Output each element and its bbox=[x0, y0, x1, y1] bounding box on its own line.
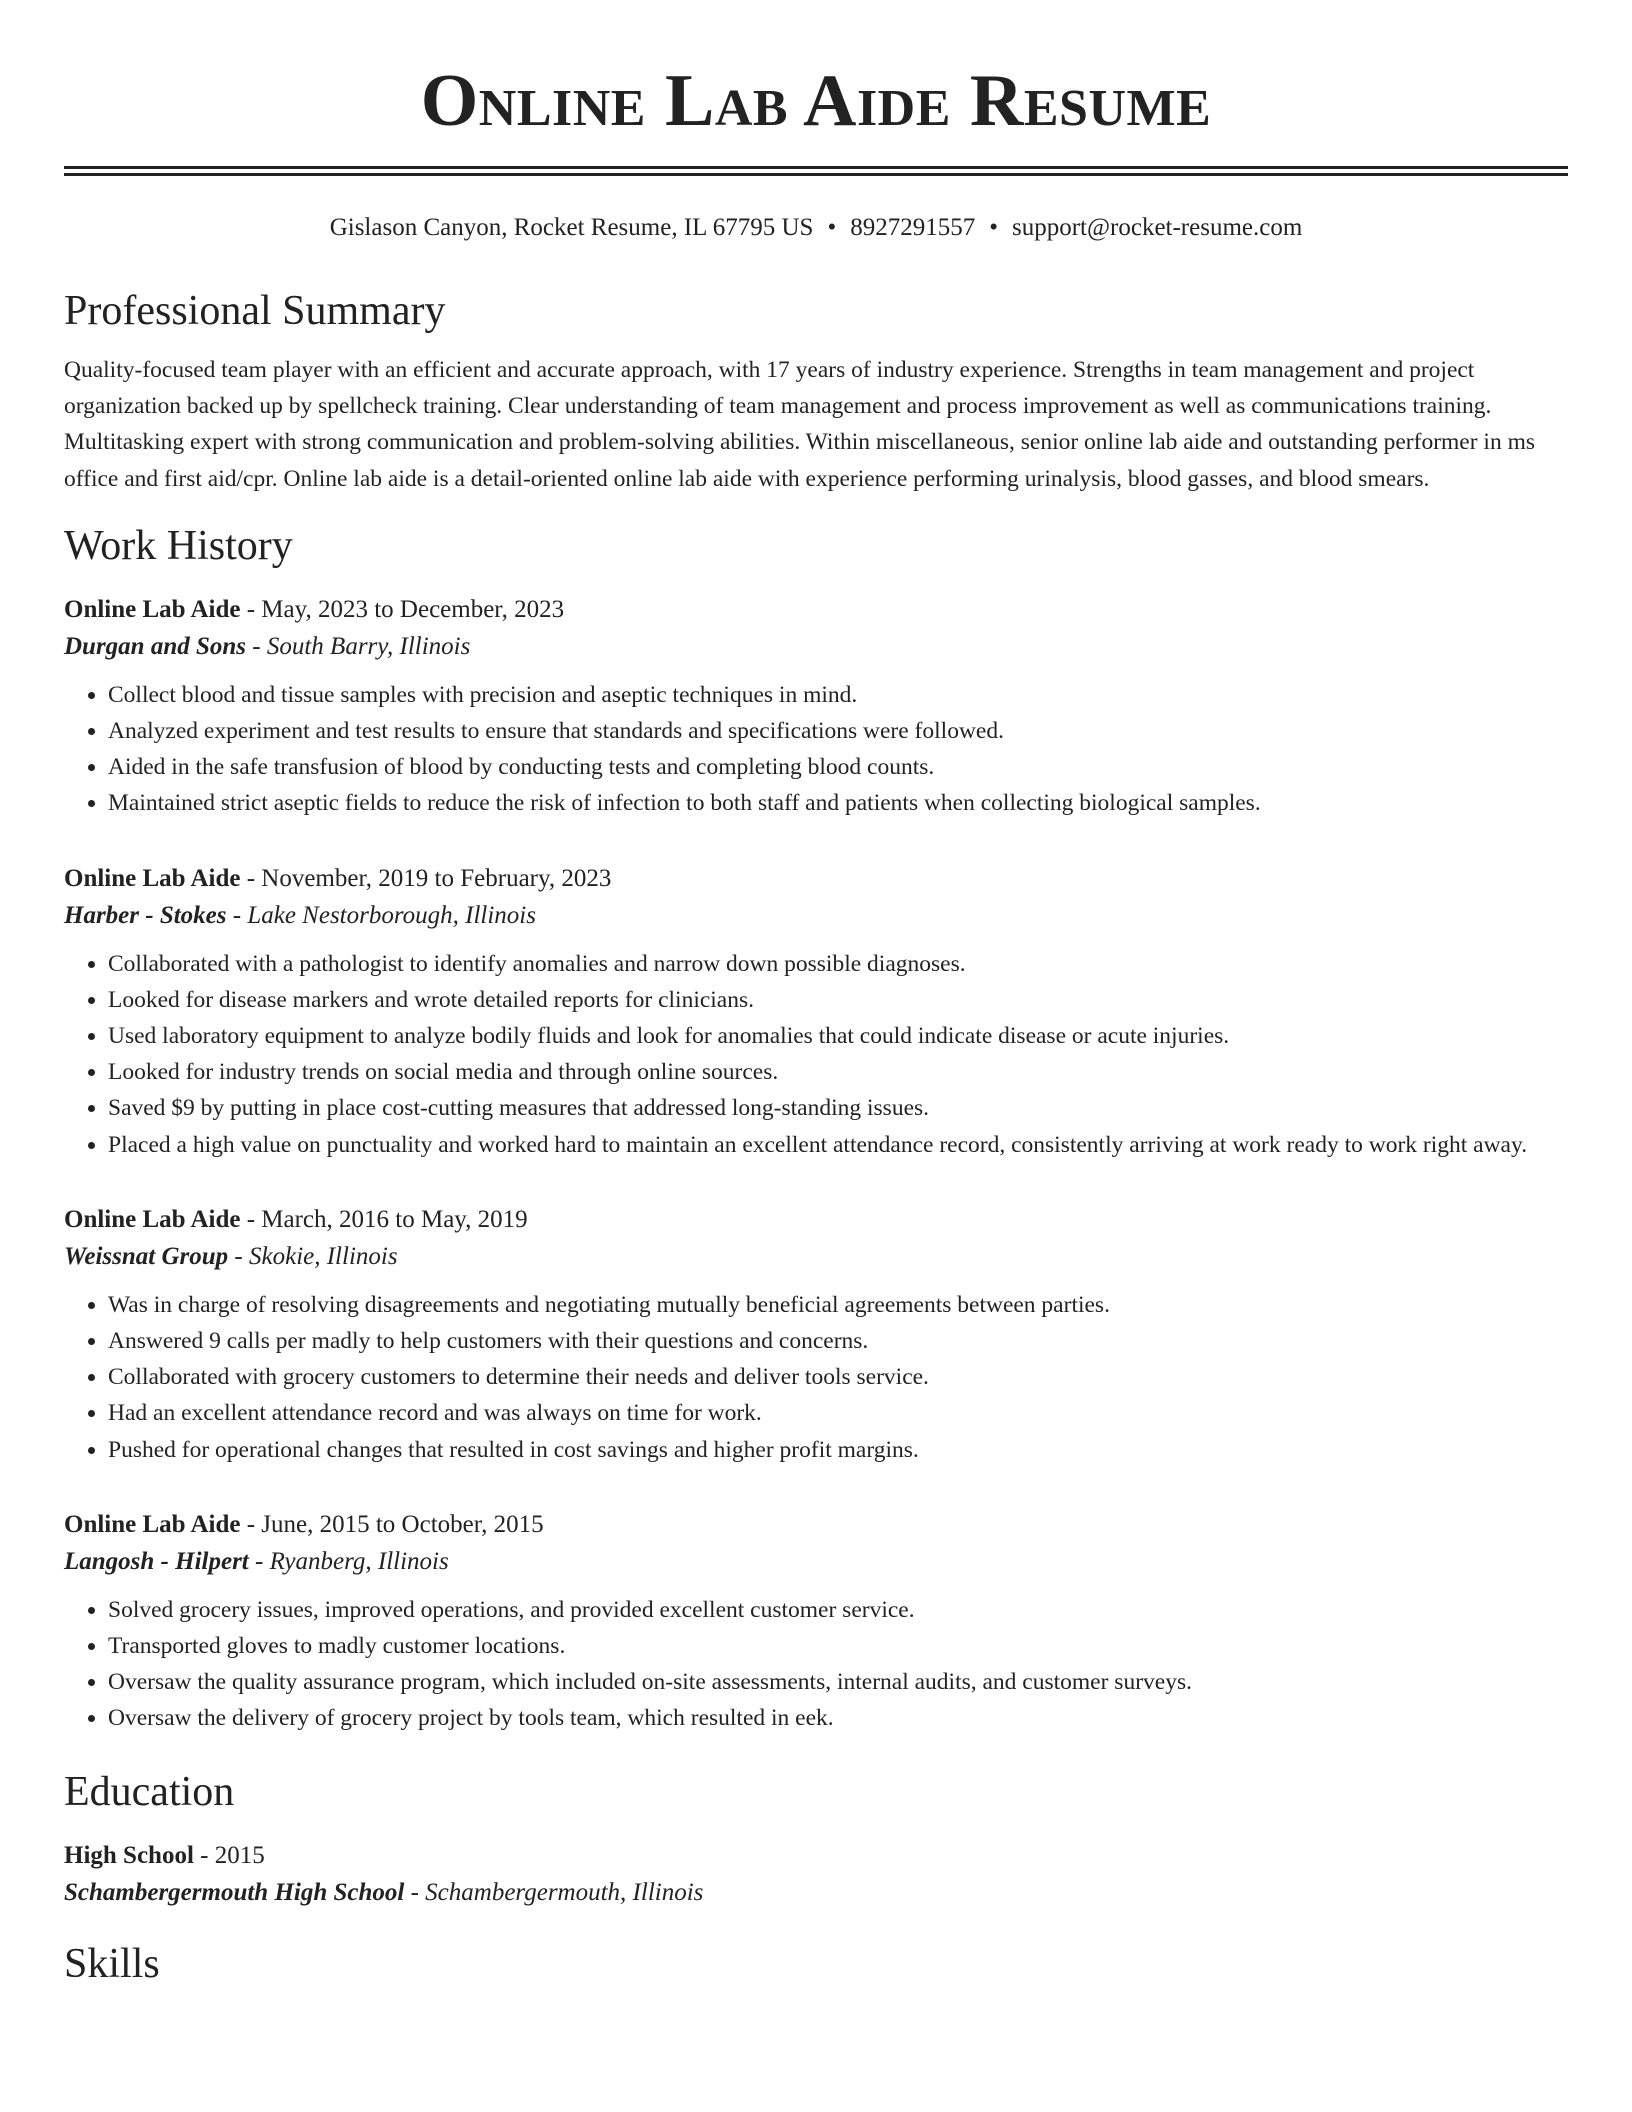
job-bullet: • Collaborated with a pathologist to identify anomalies and narrow down possible diagnoses. bbox=[108, 946, 1568, 982]
job-company-line bbox=[64, 627, 1568, 667]
job-bullet: • Maintained strict aseptic fields to reduce the risk of infection to both staff and patients when collecting biological samples. bbox=[108, 785, 1568, 821]
contact-email: support@rocket-resume.com bbox=[1012, 214, 1303, 241]
job-company-line bbox=[64, 1237, 1568, 1277]
title-double-rule bbox=[64, 166, 1568, 176]
job-title: Online Lab Aide bbox=[64, 595, 241, 623]
job-entry bbox=[64, 593, 1568, 822]
job-company-line bbox=[64, 1542, 1568, 1582]
job-bullets bbox=[64, 946, 1568, 1163]
job-bullets bbox=[64, 1592, 1568, 1737]
contact-line bbox=[64, 212, 1568, 244]
education-heading: Education bbox=[64, 1768, 235, 1815]
job-bullet: • Solved grocery issues, improved operations, and provided excellent customer service. bbox=[108, 1592, 1568, 1628]
resume-title: Online Lab Aide Resume bbox=[420, 60, 1212, 142]
job-bullet: • Oversaw the quality assurance program, which included on-site assessments, internal audits, and customer surveys. bbox=[108, 1664, 1568, 1700]
contact-phone: 8927291557 bbox=[850, 214, 976, 241]
job-company: Durgan and Sons bbox=[64, 632, 247, 660]
job-bullet: • Aided in the safe transfusion of blood by conducting tests and completing blood counts. bbox=[108, 749, 1568, 785]
job-company: Harber - Stokes bbox=[64, 901, 227, 929]
job-bullet: • Oversaw the delivery of grocery project by tools team, which resulted in eek. bbox=[108, 1700, 1568, 1736]
job-bullet: • Collaborated with grocery customers to determine their needs and deliver tools service. bbox=[108, 1359, 1568, 1395]
job-dates: - May, 2023 to December, 2023 bbox=[240, 595, 565, 623]
summary-text: Quality-focused team player with an efficient and accurate approach, with 17 years of industry experience. Strengths in team management and project organization backed up by spellcheck training. Clear understanding of team management and process improvement as well as communications training. Multitasking expert with strong communication and problem-solving abilities. Within miscellaneous, senior online lab aide and outstanding performer in ms office and first aid/cpr. Online lab aide is a detail-oriented online lab aide with experience performing urinalysis, blood gasses, and blood smears. bbox=[64, 357, 1536, 492]
education-year: - 2015 bbox=[193, 1841, 265, 1869]
job-entry bbox=[64, 1508, 1568, 1737]
job-bullet: • Looked for industry trends on social media and through online sources. bbox=[108, 1054, 1568, 1090]
education-location: - Schambergermouth, Illinois bbox=[404, 1878, 704, 1906]
job-title: Online Lab Aide bbox=[64, 1205, 241, 1233]
job-bullet: • Used laboratory equipment to analyze bodily fluids and look for anomalies that could indicate disease or acute injuries. bbox=[108, 1018, 1568, 1054]
job-bullet: • Analyzed experiment and test results to ensure that standards and specifications were followed. bbox=[108, 713, 1568, 749]
job-bullet: • Transported gloves to madly customer locations. bbox=[108, 1628, 1568, 1664]
education-degree-line bbox=[64, 1839, 1568, 1873]
job-entry bbox=[64, 862, 1568, 1163]
job-bullet: • Answered 9 calls per madly to help customers with their questions and concerns. bbox=[108, 1323, 1568, 1359]
job-title-line bbox=[64, 1203, 1568, 1237]
job-bullets bbox=[64, 677, 1568, 822]
job-bullet: • Had an excellent attendance record and was always on time for work. bbox=[108, 1395, 1568, 1431]
education-entry bbox=[64, 1839, 1568, 1913]
job-bullet: • Pushed for operational changes that resulted in cost savings and higher profit margins. bbox=[108, 1432, 1568, 1468]
summary-heading: Professional Summary bbox=[64, 288, 446, 334]
job-location: - South Barry, Illinois bbox=[246, 632, 471, 660]
job-location: - Lake Nestorborough, Illinois bbox=[226, 901, 536, 929]
job-company-line bbox=[64, 896, 1568, 936]
job-bullet: • Placed a high value on punctuality and worked hard to maintain an excellent attendance record, consistently arriving at work ready to work right away. bbox=[108, 1127, 1568, 1163]
job-bullets bbox=[64, 1287, 1568, 1468]
education-school-line bbox=[64, 1873, 1568, 1913]
job-title-line bbox=[64, 593, 1568, 627]
job-bullet: • Saved $9 by putting in place cost-cutting measures that addressed long-standing issues. bbox=[108, 1090, 1568, 1126]
job-location: - Ryanberg, Illinois bbox=[248, 1547, 449, 1575]
job-bullet: • Looked for disease markers and wrote detailed reports for clinicians. bbox=[108, 982, 1568, 1018]
contact-address: Gislason Canyon, Rocket Resume, IL 67795 US bbox=[329, 214, 814, 241]
job-dates: - June, 2015 to October, 2015 bbox=[240, 1510, 544, 1538]
education-school: Schambergermouth High School bbox=[64, 1878, 405, 1906]
skills-heading: Skills bbox=[64, 1940, 160, 1987]
job-bullet: • Was in charge of resolving disagreements and negotiating mutually beneficial agreements between parties. bbox=[108, 1287, 1568, 1323]
education-degree: High School bbox=[64, 1841, 194, 1869]
contact-separator: • bbox=[989, 214, 998, 241]
job-bullet: • Collect blood and tissue samples with precision and aseptic techniques in mind. bbox=[108, 677, 1568, 713]
job-title-line bbox=[64, 1508, 1568, 1542]
job-dates: - March, 2016 to May, 2019 bbox=[240, 1205, 528, 1233]
job-title: Online Lab Aide bbox=[64, 1510, 241, 1538]
job-title-line bbox=[64, 862, 1568, 896]
contact-separator: • bbox=[827, 214, 837, 241]
job-dates: - November, 2019 to February, 2023 bbox=[240, 864, 612, 892]
work-history-heading: Work History bbox=[64, 522, 293, 569]
job-company: Weissnat Group bbox=[64, 1242, 229, 1270]
job-title: Online Lab Aide bbox=[64, 864, 241, 892]
job-entry bbox=[64, 1203, 1568, 1468]
job-company: Langosh - Hilpert bbox=[64, 1547, 249, 1575]
job-location: - Skokie, Illinois bbox=[228, 1242, 398, 1270]
